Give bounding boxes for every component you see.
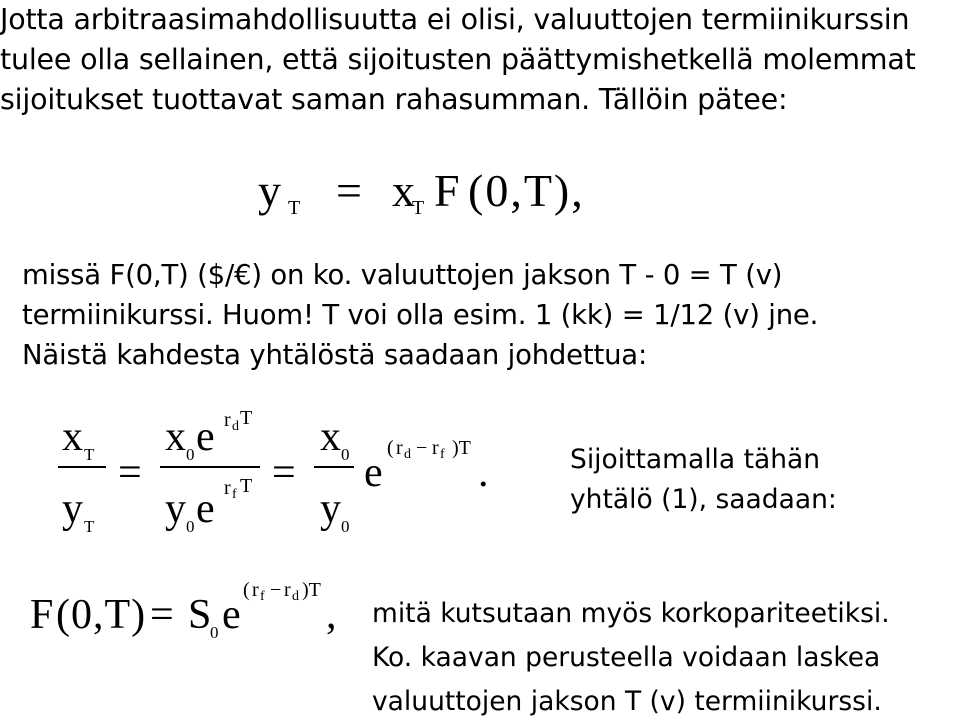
eq2-f1-bar — [58, 466, 106, 468]
eq3-comma: , — [326, 592, 337, 638]
side-note — [570, 440, 837, 520]
eq1-y: y — [258, 165, 281, 216]
eq3-exp-close: )T — [302, 579, 321, 601]
eq2-exp-r1: r — [396, 437, 403, 459]
eq3-s-sub: 0 — [210, 623, 219, 642]
intro-paragraph — [0, 0, 960, 120]
conclusion-paragraph — [372, 592, 890, 724]
eq1-x: x — [392, 165, 415, 216]
eq1-equals: = — [336, 165, 362, 216]
eq2-exp-close: )T — [452, 437, 471, 459]
eq2-exp-r2: r — [432, 437, 439, 459]
explain-line-2: termiinikurssi. Huom! T voi olla esim. 1 (kk) = 1/12 (v) jne. — [22, 299, 819, 331]
eq2-f1-num-sub: T — [84, 445, 95, 464]
eq3-exp-minus: − — [270, 579, 282, 601]
explain-line-3: Näistä kahdesta yhtälöstä saadaan johdettua: — [22, 339, 648, 371]
eq2-equals-b: = — [272, 450, 296, 496]
eq2-f2-num-e: e — [196, 414, 215, 460]
eq3-exp-r2: r — [284, 579, 291, 601]
eq2-exp-base: e — [364, 450, 383, 496]
equation-forward-value — [0, 160, 960, 230]
eq2-f3-num-sub: 0 — [341, 445, 350, 464]
eq1-args: (0,T), — [468, 165, 585, 216]
eq3-args: (0,T) — [56, 592, 147, 638]
eq3-s: S — [188, 592, 212, 638]
intro-line-2: tulee olla sellainen, että sijoitusten päättymishetkellä molemmat — [0, 43, 916, 76]
eq2-f3-den-sub: 0 — [341, 517, 350, 536]
eq2-f2-num-exp-r: r — [224, 409, 231, 431]
eq2-f3-bar — [314, 466, 354, 468]
side-note-line-1: Sijoittamalla tähän — [570, 444, 821, 475]
eq2-f2-den-exp-sub: f — [232, 487, 237, 502]
eq2-f1-den: y — [62, 486, 83, 532]
side-note-line-2: yhtälö (1), saadaan: — [570, 484, 837, 515]
eq2-f2-den-e: e — [196, 486, 215, 532]
eq3-e: e — [222, 592, 241, 638]
eq2-f2-den-exp-t: T — [240, 475, 253, 497]
conclusion-line-1: mitä kutsutaan myös korkopariteetiksi. — [372, 598, 890, 629]
explain-line-1: missä F(0,T) ($/€) on ko. valuuttojen jakson T - 0 = T (v) — [22, 259, 783, 291]
eq3-exp-r1: r — [252, 579, 259, 601]
intro-line-3: sijoitukset tuottavat saman rahasumman. Tällöin pätee: — [0, 83, 788, 116]
explain-paragraph — [22, 255, 960, 375]
eq2-f2-den-sub: 0 — [186, 517, 195, 536]
eq2-f2-num-exp-sub: d — [232, 419, 239, 434]
eq2-exp-open: ( — [387, 437, 394, 459]
equation-ratio — [0, 400, 560, 550]
conclusion-line-2: Ko. kaavan perusteella voidaan laskea — [372, 642, 881, 673]
eq3-exp-r1-sub: f — [260, 589, 265, 604]
eq2-f3-num: x — [320, 414, 341, 460]
eq2-equals-a: = — [118, 450, 142, 496]
eq2-f2-den-exp-r: r — [224, 477, 231, 499]
eq3-func: F — [30, 592, 54, 638]
eq3-exp-r2-sub: d — [292, 589, 299, 604]
eq2-period: . — [478, 450, 489, 496]
intro-line-1: Jotta arbitraasimahdollisuutta ei olisi, valuuttojen termiinikurssin — [0, 3, 910, 36]
eq2-exp-r1-sub: d — [404, 447, 411, 462]
eq3-exp-open: ( — [243, 579, 250, 601]
eq2-f2-num-x: x — [165, 414, 186, 460]
eq1-y-sub: T — [288, 197, 301, 219]
eq2-f1-den-sub: T — [84, 517, 95, 536]
conclusion-line-3: valuuttojen jakson T (v) termiinikurssi. — [372, 686, 882, 717]
eq2-f3-den: y — [320, 486, 341, 532]
eq2-f2-bar — [160, 466, 260, 468]
eq2-exp-minus: − — [416, 437, 428, 459]
eq2-f2-num-exp-t: T — [240, 407, 253, 429]
eq3-equals: = — [150, 592, 174, 638]
eq1-func: F — [434, 165, 460, 216]
eq2-f2-num-sub: 0 — [186, 445, 195, 464]
eq2-f2-den-y: y — [165, 486, 186, 532]
equation-interest-parity — [0, 580, 370, 660]
eq2-f1-num: x — [62, 414, 83, 460]
eq2-exp-r2-sub: f — [440, 447, 445, 462]
eq1-x-sub: T — [412, 197, 425, 219]
